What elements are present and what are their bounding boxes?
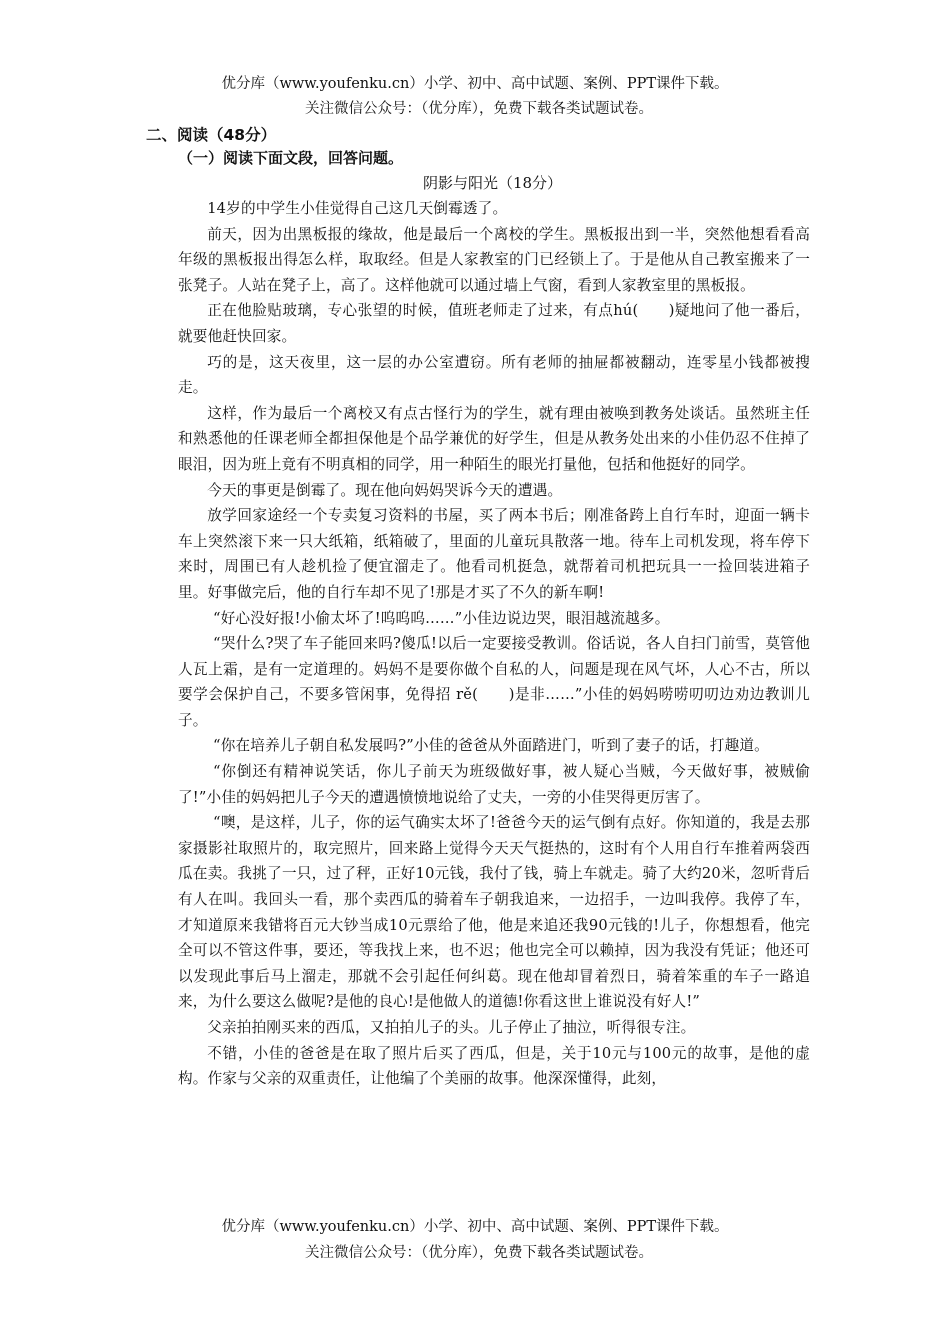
paragraph: “好心没好报!小偷太坏了!呜呜呜……”小佳边说边哭，眼泪越流越多。 bbox=[213, 609, 670, 627]
article-title: 阴影与阳光（18分） bbox=[422, 174, 563, 192]
paragraph: 这样，作为最后一个离校又有点古怪行为的学生，就有理由被唤到教务处谈话。虽然班主任和熟悉他的任课老师全都担保他是个品学兼优的好学生，但是从教务处出来的小佳仍忍不住掉了眼泪，因为班上竟有不明真相的同学，用一种陌生的眼光打量他，包括和他挺好的同学。 bbox=[178, 404, 810, 473]
paragraph: 14岁的中学生小佳觉得自己这几天倒霉透了。 bbox=[207, 200, 508, 217]
paragraph: “哭什么?哭了车子能回来吗?傻瓜!以后一定要接受教训。俗话说，各人自扫门前雪，莫管他人瓦上霜，是有一定道理的。妈妈不是要你做个自私的人，问题是现在风气坏，人心不古，所以要学会保护自己，不要多管闲事，免得招 rě( )是非……”小佳的妈妈唠唠叨叨边劝边教训儿子。 bbox=[178, 635, 810, 729]
paragraph: “噢，是这样，儿子，你的运气确实太坏了!爸爸今天的运气倒有点好。你知道的，我是去那家摄影社取照片的，取完照片，回来路上觉得今天天气挺热的，这时有个人用自行车推着两袋西瓜在卖。我挑了一只，过了秤，正好10元钱，我付了钱，骑上车就走。骑了大约20米，忽听背后有人在叫。我回头一看，那个卖西瓜的骑着车子朝我追来，一边招手，一边叫我停。我停了车，才知道原来我错将百元大钞当成10元票给了他，他是来追还我90元钱的!儿子，你想想看，他完全可以不管这件事，要还，等我找上来，也不迟；他也完全可以赖掉，因为我没有凭证；他还可以发现此事后马上溜走，那就不会引起任何纠葛。现在他却冒着烈日，骑着笨重的车子一路追来，为什么要这么做呢?是他的良心!是他做人的道德!你看这世上谁说没有好人!” bbox=[178, 814, 810, 1011]
paragraph: 今天的事更是倒霉了。现在他向妈妈哭诉今天的遭遇。 bbox=[207, 481, 563, 499]
paragraph: 不错，小佳的爸爸是在取了照片后买了西瓜，但是，关于10元与100元的故事，是他的虚构。作家与父亲的双重责任，让他编了个美丽的故事。他深深懂得，此刻， bbox=[178, 1044, 810, 1088]
paragraph: 父亲拍拍刚买来的西瓜，又拍拍儿子的头。儿子停止了抽泣，听得很专注。 bbox=[207, 1019, 696, 1036]
section-heading: 二、阅读（48分） bbox=[146, 126, 277, 144]
paragraph: “你倒还有精神说笑话，你儿子前天为班级做好事，被人疑心当贼，今天做好事，被贼偷了!”小佳的妈妈把儿子今天的遭遇愤愤地说给了丈夫，一旁的小佳哭得更厉害了。 bbox=[178, 763, 810, 806]
paragraph: 正在他脸贴玻璃，专心张望的时候，值班老师走了过来，有点hú( )疑地问了他一番后，就要他赶快回家。 bbox=[178, 302, 810, 345]
paragraph: 巧的是，这天夜里，这一层的办公室遭窃。所有老师的抽屉都被翻动，连零星小钱都被搜走。 bbox=[178, 353, 810, 397]
paragraph: 放学回家途经一个专卖复习资料的书屋，买了两本书后；刚准备跨上自行车时，迎面一辆卡车上突然滚下来一只大纸箱，纸箱破了，里面的儿童玩具散落一地。待车上司机发现，将车停下来时，周围已有人趁机捡了便宜溜走了。他看司机挺急，就帮着司机把玩具一一捡回装进箱子里。好事做完后，他的自行车却不见了!那是才买了不久的新车啊! bbox=[178, 507, 810, 601]
header-line-1: 优分库（www.youfenku.cn）小学、初中、高中试题、案例、PPT课件下载。 bbox=[221, 76, 729, 92]
paragraph: “你在培养儿子朝自私发展吗?”小佳的爸爸从外面踏进门，听到了妻子的话，打趣道。 bbox=[213, 737, 769, 755]
footer-line-2: 关注微信公众号：（优分库），免费下载各类试题试卷。 bbox=[305, 1245, 653, 1261]
paragraph: 前天，因为出黑板报的缘故，他是最后一个离校的学生。黑板报出到一半，突然他想看看高年级的黑板报出得怎么样，取取经。但是人家教室的门已经锁上了。于是他从自己教室搬来了一张凳子。人站在凳子上，高了。这样他就可以通过墙上气窗，看到人家教室里的黑板报。 bbox=[178, 225, 810, 294]
article-body bbox=[178, 196, 810, 1092]
header-line-2: 关注微信公众号：（优分库），免费下载各类试题试卷。 bbox=[305, 101, 653, 117]
section-subheading: （一）阅读下面文段，回答问题。 bbox=[178, 149, 404, 167]
footer-line-1: 优分库（www.youfenku.cn）小学、初中、高中试题、案例、PPT课件下载。 bbox=[221, 1219, 729, 1235]
